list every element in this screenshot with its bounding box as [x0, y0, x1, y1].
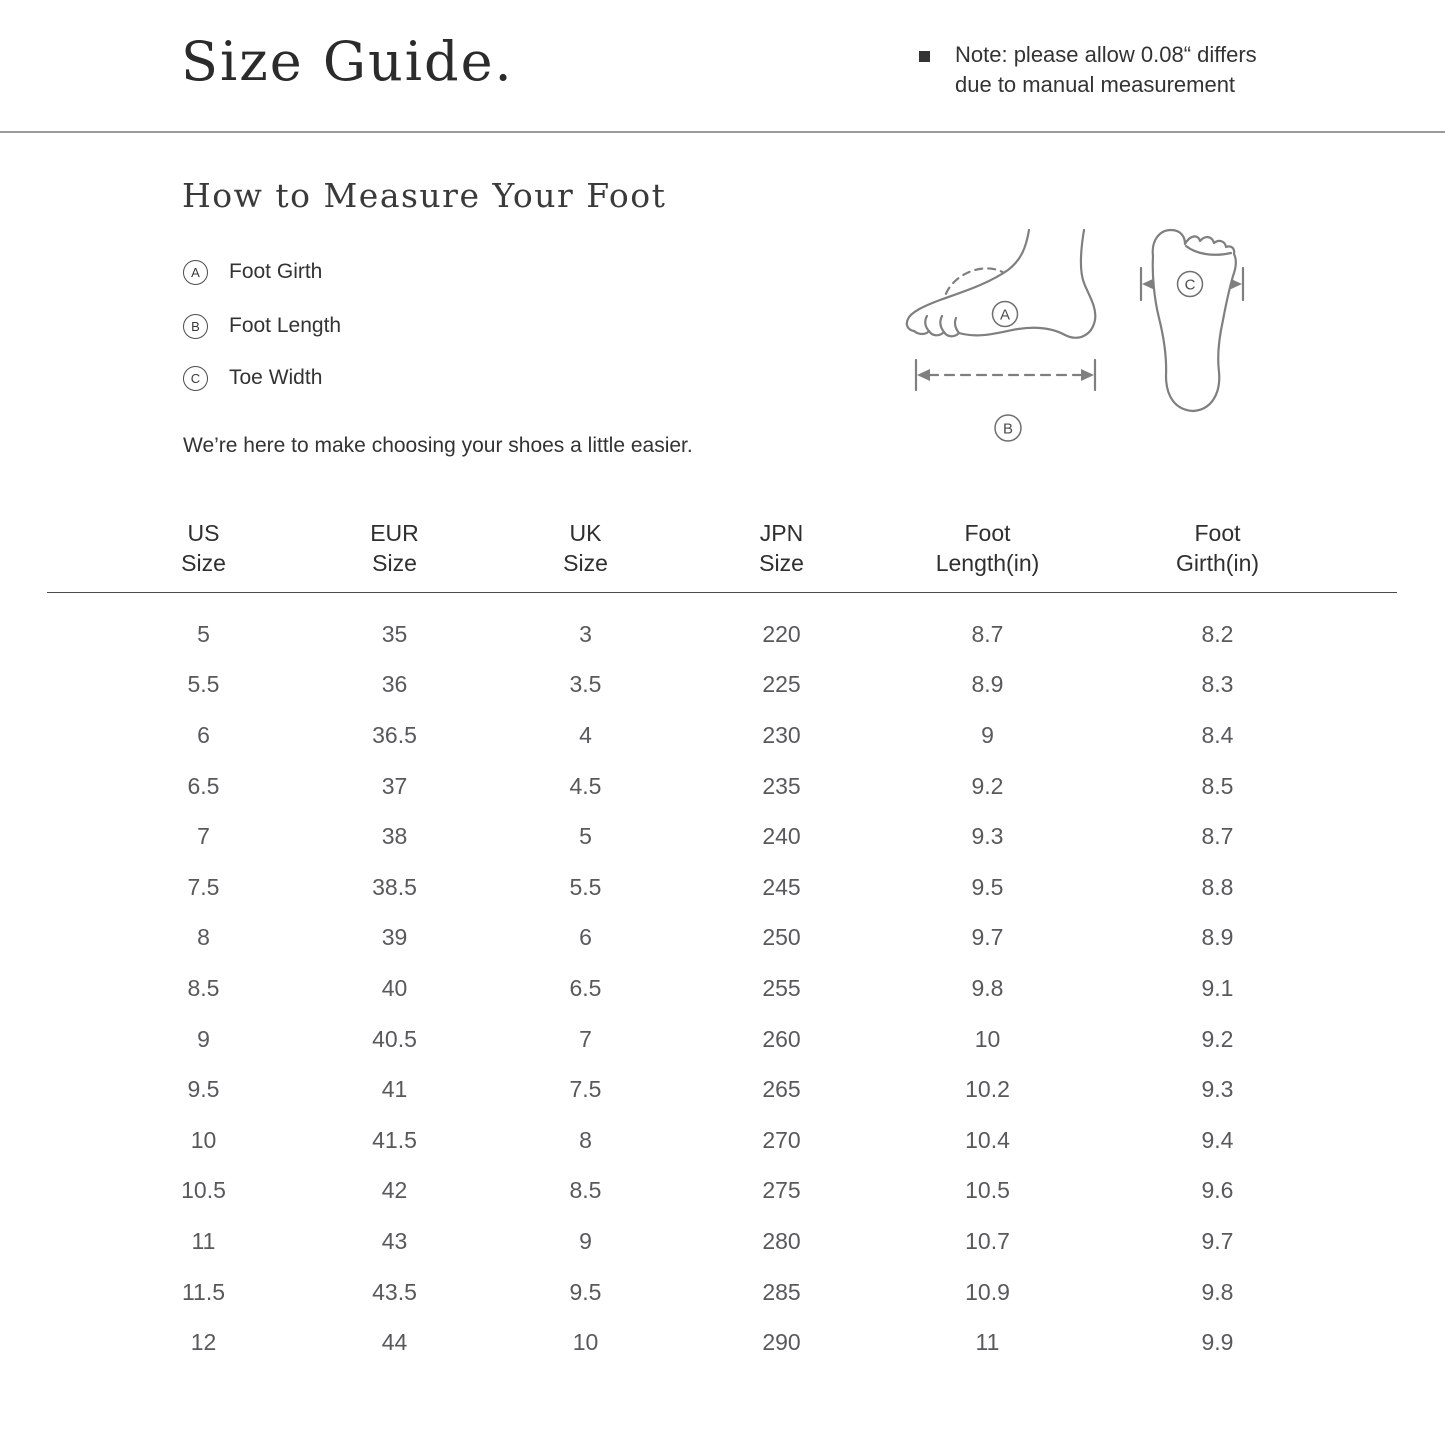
table-cell: 41: [381, 1076, 408, 1103]
table-cell: 255: [762, 974, 801, 1001]
table-cell: 270: [762, 1126, 801, 1153]
table-cell: 11: [191, 1227, 216, 1254]
table-cell: 10.9: [965, 1278, 1010, 1305]
table-cell: 9.8: [1201, 1278, 1234, 1305]
table-cell: 9.7: [1201, 1227, 1234, 1254]
table-cell: 225: [762, 671, 801, 698]
foot-sole-view-illustration: [1138, 226, 1246, 422]
table-cell: 8: [197, 924, 210, 951]
column-header-line: Foot: [1194, 520, 1241, 546]
table-cell: 5: [197, 620, 210, 647]
table-cell: 10: [974, 1025, 1001, 1052]
table-cell: 10.7: [965, 1227, 1010, 1254]
table-cell: 290: [762, 1329, 801, 1356]
table-cell: 3.5: [569, 671, 602, 698]
table-row: [108, 761, 1397, 812]
table-cell: 10.4: [965, 1126, 1010, 1153]
table-column-header: [490, 518, 681, 578]
table-cell: 8.3: [1201, 671, 1234, 698]
table-cell: 235: [762, 772, 801, 799]
column-header-line: Size: [759, 550, 804, 576]
table-cell: 9.8: [971, 974, 1004, 1001]
column-header-line: Length(in): [935, 550, 1040, 576]
table-cell: 11.5: [181, 1278, 226, 1305]
table-cell: 275: [762, 1177, 801, 1204]
list-item: [183, 259, 341, 285]
table-cell: 8.7: [971, 620, 1004, 647]
table-cell: 38.5: [372, 873, 417, 900]
table-cell: 9: [197, 1025, 210, 1052]
table-cell: 35: [381, 620, 408, 647]
section-title: How to Measure Your Foot: [182, 176, 667, 215]
table-cell: 44: [381, 1329, 408, 1356]
table-row: [108, 710, 1397, 761]
label-a-text: A: [999, 306, 1011, 324]
table-cell: 8.9: [1201, 924, 1234, 951]
table-cell: 3: [579, 620, 592, 647]
measure-label: Foot Length: [229, 314, 342, 337]
table-column-header: [299, 518, 490, 578]
column-header-line: Size: [372, 550, 417, 576]
table-cell: 8.5: [569, 1177, 602, 1204]
table-cell: 10: [190, 1126, 217, 1153]
table-cell: 6: [197, 721, 210, 748]
table-cell: 38: [381, 823, 408, 850]
table-column-header: [1093, 518, 1342, 578]
measure-label: Foot Girth: [229, 260, 323, 283]
table-cell: 5: [579, 823, 592, 850]
foot-side-view-illustration: [898, 228, 1108, 448]
list-item: [183, 313, 341, 339]
label-b-text: B: [1002, 420, 1014, 438]
table-cell: 6.5: [569, 974, 602, 1001]
table-row: [108, 1267, 1397, 1318]
table-cell: 42: [381, 1177, 408, 1204]
table-cell: 4.5: [569, 772, 602, 799]
table-cell: 10.2: [965, 1076, 1010, 1103]
table-cell: 8.4: [1201, 721, 1234, 748]
table-cell: 9: [579, 1227, 592, 1254]
table-cell: 260: [762, 1025, 801, 1052]
table-cell: 230: [762, 721, 801, 748]
table-cell: 9.2: [1201, 1025, 1234, 1052]
column-header-line: Foot: [964, 520, 1011, 546]
measure-label: Toe Width: [229, 366, 323, 389]
table-cell: 9.3: [971, 823, 1004, 850]
table-cell: 8.5: [1201, 772, 1234, 799]
table-cell: 11: [975, 1329, 1000, 1356]
measurement-note: [917, 40, 1277, 100]
table-cell: 39: [381, 924, 408, 951]
table-cell: 8.5: [187, 974, 220, 1001]
column-header-line: Girth(in): [1175, 550, 1260, 576]
table-row: [108, 1317, 1397, 1368]
table-cell: 8.9: [971, 671, 1004, 698]
label-c-text: C: [1184, 276, 1196, 294]
table-cell: 9.7: [971, 924, 1004, 951]
table-cell: 9.4: [1201, 1126, 1234, 1153]
table-cell: 9: [981, 721, 994, 748]
table-cell: 5.5: [187, 671, 220, 698]
table-cell: 8: [579, 1126, 592, 1153]
table-cell: 12: [190, 1329, 217, 1356]
table-cell: 9.1: [1201, 974, 1234, 1001]
table-cell: 250: [762, 924, 801, 951]
note-line-2: due to manual measurement: [955, 72, 1236, 97]
list-item: [183, 365, 341, 391]
table-cell: 7.5: [187, 873, 220, 900]
column-header-line: UK: [569, 520, 602, 546]
note-line-1: Note: please allow 0.08“ differs: [955, 42, 1257, 67]
table-row: [108, 1166, 1397, 1217]
table-cell: 9.5: [569, 1278, 602, 1305]
column-header-line: US: [187, 520, 220, 546]
square-bullet-icon: [919, 51, 930, 62]
table-row: [108, 1014, 1397, 1065]
header-divider: [0, 131, 1445, 133]
table-row: [108, 811, 1397, 862]
table-cell: 9.5: [971, 873, 1004, 900]
size-table-body: [47, 593, 1397, 1368]
circled-c-icon: C: [183, 366, 208, 391]
table-row: [108, 913, 1397, 964]
table-cell: 8.8: [1201, 873, 1234, 900]
table-cell: 40: [381, 974, 408, 1001]
table-cell: 9.9: [1201, 1329, 1234, 1356]
table-cell: 6.5: [187, 772, 220, 799]
table-cell: 245: [762, 873, 801, 900]
intro-text: We’re here to make choosing your shoes a little easier.: [183, 434, 693, 457]
table-cell: 8.2: [1201, 620, 1234, 647]
table-cell: 37: [381, 772, 408, 799]
table-column-header: [108, 518, 299, 578]
table-row: [108, 1216, 1397, 1267]
table-cell: 40.5: [372, 1025, 417, 1052]
table-row: [108, 1064, 1397, 1115]
table-cell: 10: [572, 1329, 599, 1356]
table-cell: 7: [197, 823, 210, 850]
table-cell: 285: [762, 1278, 801, 1305]
table-cell: 9.6: [1201, 1177, 1234, 1204]
column-header-line: Size: [563, 550, 608, 576]
table-column-header: [681, 518, 882, 578]
table-cell: 43: [381, 1227, 408, 1254]
table-cell: 9.3: [1201, 1076, 1234, 1103]
foot-length-arrow: [916, 360, 1095, 390]
table-cell: 36: [381, 671, 408, 698]
table-cell: 9.5: [187, 1076, 220, 1103]
circled-b-icon: B: [183, 314, 208, 339]
table-cell: 41.5: [372, 1126, 417, 1153]
column-header-line: EUR: [370, 520, 419, 546]
table-cell: 8.7: [1201, 823, 1234, 850]
circled-a-icon: A: [183, 260, 208, 285]
table-cell: 43.5: [372, 1278, 417, 1305]
table-cell: 7: [579, 1025, 592, 1052]
table-row: [108, 963, 1397, 1014]
table-row: [108, 660, 1397, 711]
size-table: [47, 518, 1397, 1368]
table-cell: 5.5: [569, 873, 602, 900]
table-row: [108, 1115, 1397, 1166]
measure-list: [183, 259, 341, 419]
table-cell: 265: [762, 1076, 801, 1103]
table-row: [108, 862, 1397, 913]
table-cell: 220: [762, 620, 801, 647]
table-cell: 10.5: [181, 1177, 226, 1204]
table-row: [108, 609, 1397, 660]
table-cell: 36.5: [372, 721, 417, 748]
table-cell: 6: [579, 924, 592, 951]
column-header-line: JPN: [759, 520, 804, 546]
table-cell: 4: [579, 721, 592, 748]
column-header-line: Size: [181, 550, 226, 576]
table-cell: 240: [762, 823, 801, 850]
table-cell: 280: [762, 1227, 801, 1254]
table-cell: 10.5: [965, 1177, 1010, 1204]
size-table-header: [47, 518, 1397, 593]
table-cell: 9.2: [971, 772, 1004, 799]
table-cell: 7.5: [569, 1076, 602, 1103]
table-column-header: [882, 518, 1093, 578]
page-title: Size Guide.: [181, 30, 514, 93]
